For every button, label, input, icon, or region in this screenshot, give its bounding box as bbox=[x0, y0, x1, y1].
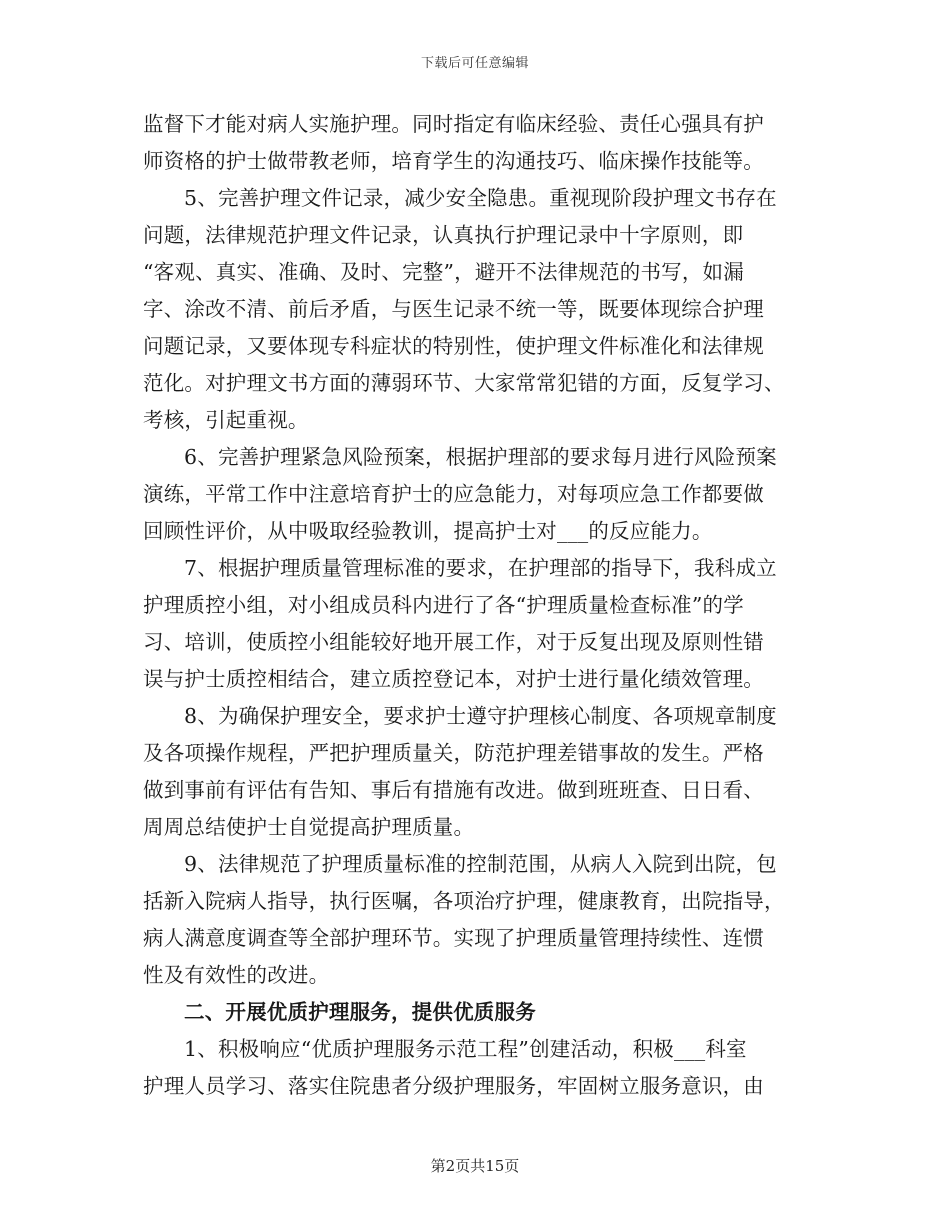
text-line: 回顾性评价，从中吸取经验教训，提高护士对___的反应能力。 bbox=[143, 519, 713, 543]
text-line: 演练，平常工作中注意培育护士的应急能力，对每项应急工作都要做 bbox=[143, 482, 764, 506]
text-line: 考核，引起重视。 bbox=[143, 408, 309, 432]
document-body bbox=[143, 106, 808, 1105]
text-line: 范化。对护理文书方面的薄弱环节、大家常常犯错的方面，反复学习、 bbox=[143, 371, 785, 395]
text-line: 问题，法律规范护理文件记录，认真执行护理记录中十字原则，即 bbox=[143, 223, 744, 247]
text-line: 病人满意度调查等全部护理环节。实现了护理质量管理持续性、连惯 bbox=[143, 926, 764, 950]
text-line: 9、法律规范了护理质量标准的控制范围，从病人入院到出院，包 bbox=[184, 852, 777, 876]
page-number: 第2页共15页 bbox=[430, 1157, 520, 1175]
text-line: 护理人员学习、落实住院患者分级护理服务，牢固树立服务意识，由 bbox=[143, 1074, 764, 1098]
text-line: 性及有效性的改进。 bbox=[143, 963, 330, 987]
text-line: 习、培训，使质控小组能较好地开展工作，对于反复出现及原则性错 bbox=[143, 630, 764, 654]
text-line: 8、为确保护理安全，要求护士遵守护理核心制度、各项规章制度 bbox=[184, 704, 777, 728]
text-line: 监督下才能对病人实施护理。同时指定有临床经验、责任心强具有护 bbox=[143, 112, 764, 136]
text-line: “客观、真实、准确、及时、完整”，避开不法律规范的书写，如漏 bbox=[143, 260, 744, 284]
text-line: 6、完善护理紧急风险预案，根据护理部的要求每月进行风险预案 bbox=[184, 445, 777, 469]
text-line: 护理质控小组，对小组成员科内进行了各“护理质量检查标准”的学 bbox=[143, 593, 744, 617]
text-line: 1、积极响应“优质护理服务示范工程”创建活动，积极___科室 bbox=[184, 1037, 747, 1061]
page-header-note: 下载后可任意编辑 bbox=[420, 56, 529, 71]
text-line: 误与护士质控相结合，建立质控登记本，对护士进行量化绩效管理。 bbox=[143, 667, 764, 691]
text-line: 师资格的护士做带教老师，培育学生的沟通技巧、临床操作技能等。 bbox=[143, 149, 764, 173]
text-line: 5、完善护理文件记录，减少安全隐患。重视现阶段护理文书存在 bbox=[184, 186, 777, 210]
text-line: 字、涂改不清、前后矛盾，与医生记录不统一等，既要体现综合护理 bbox=[143, 297, 764, 321]
section-heading: 二、开展优质护理服务，提供优质服务 bbox=[184, 1000, 536, 1024]
text-line: 周周总结使护士自觉提高护理质量。 bbox=[143, 815, 475, 839]
text-line: 问题记录，又要体现专科症状的特别性，使护理文件标准化和法律规 bbox=[143, 334, 764, 358]
text-line: 7、根据护理质量管理标准的要求，在护理部的指导下，我科成立 bbox=[184, 556, 777, 580]
text-line: 及各项操作规程，严把护理质量关，防范护理差错事故的发生。严格 bbox=[143, 741, 764, 765]
text-line: 做到事前有评估有告知、事后有措施有改进。做到班班查、日日看、 bbox=[143, 778, 764, 802]
text-line: 括新入院病人指导，执行医嘱，各项治疗护理，健康教育，出院指导， bbox=[143, 889, 785, 913]
